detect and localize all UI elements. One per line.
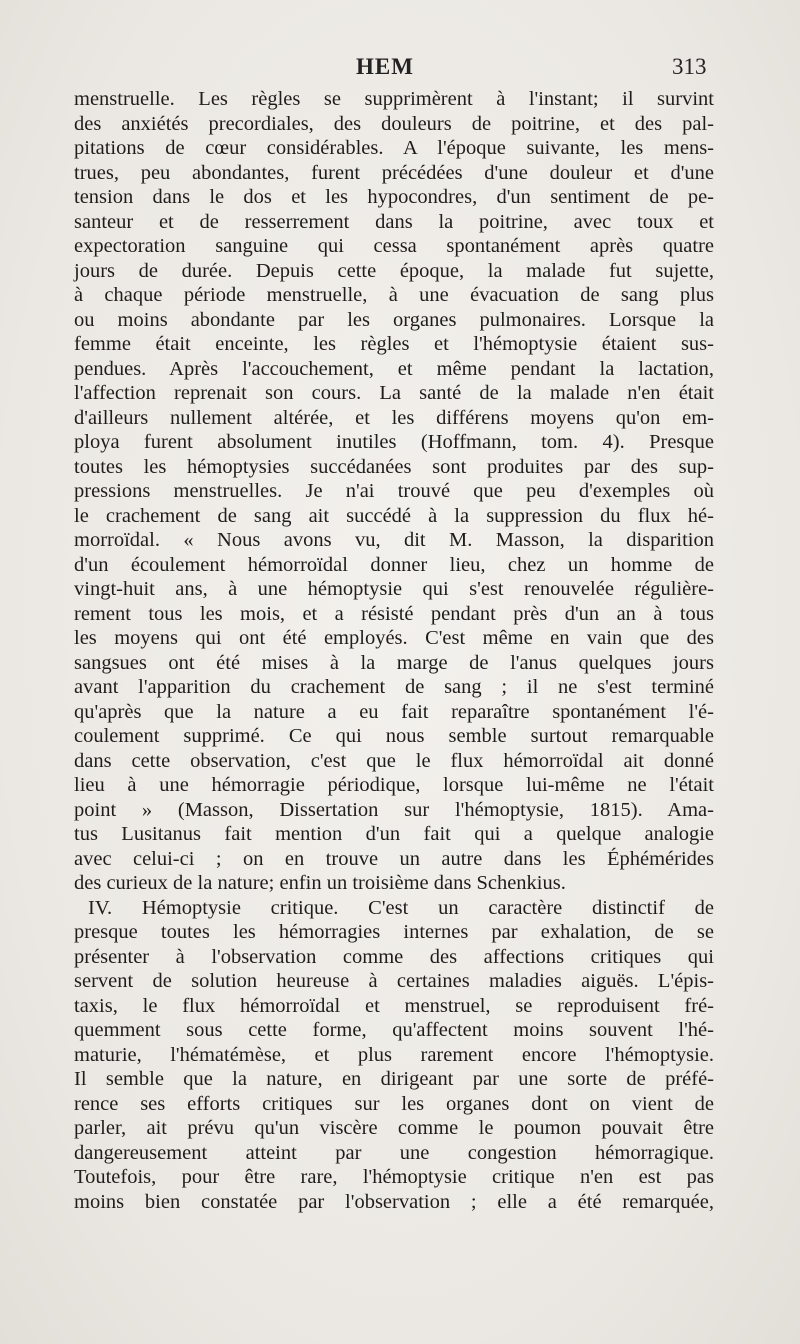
text-line: sangsues ont été mises à la marge de l'anus quelques jours — [74, 651, 714, 674]
text-line: dangereusement atteint par une congestion hémorragique. — [74, 1141, 714, 1164]
text-line: ou moins abondante par les organes pulmonaires. Lorsque la — [74, 308, 714, 331]
text-line: presque toutes les hémorragies internes par exhalation, de se — [74, 921, 714, 943]
text-line: d'ailleurs nullement altérée, et les différens moyens qu'on em- — [74, 406, 714, 429]
text-line: dans cette observation, c'est que le flux hémorroïdal ait donné — [74, 749, 714, 772]
text-line: rement tous les mois, et a résisté pendant près d'un an à tous — [74, 602, 714, 625]
text-line: avec celui-ci ; on en trouve un autre dans les Éphémérides — [74, 847, 714, 870]
running-title: HEM — [356, 54, 414, 79]
page-number: 313 — [672, 54, 707, 79]
text-line: le crachement de sang ait succédé à la suppression du flux hé- — [74, 504, 714, 527]
text-line: servent de solution heureuse à certaines maladies aiguës. L'épis- — [74, 970, 714, 992]
text-line: trues, peu abondantes, furent précédées d'une douleur et d'une — [74, 161, 714, 184]
text-line: quemment sous cette forme, qu'affectent moins souvent l'hé- — [74, 1019, 714, 1041]
section-start-line: IV. Hémoptysie critique. C'est un caractère distinctif de — [88, 896, 714, 919]
text-line: pressions menstruelles. Je n'ai trouvé que peu d'exemples où — [74, 480, 714, 502]
text-line: tension dans le dos et les hypocondres, d'un sentiment de pe- — [74, 186, 714, 208]
text-line: vingt-huit ans, à une hémoptysie qui s'est renouvelée régulière- — [74, 578, 714, 600]
text-line: ploya furent absolument inutiles (Hoffmann, tom. 4). Presque — [74, 431, 714, 453]
text-line: expectoration sanguine qui cessa spontanément après quatre — [74, 235, 714, 257]
text-line: maturie, l'hématémèse, et plus rarement encore l'hémoptysie. — [74, 1043, 714, 1066]
text-line: point » (Masson, Dissertation sur l'hémoptysie, 1815). Ama- — [74, 798, 714, 821]
text-line: taxis, le flux hémorroïdal et menstruel, se reproduisent fré- — [74, 994, 714, 1017]
text-line: femme était enceinte, les règles et l'hémoptysie étaient sus- — [74, 333, 714, 355]
text-line: rence ses efforts critiques sur les organes dont on vient de — [74, 1092, 714, 1115]
text-line: les moyens qui ont été employés. C'est même en vain que des — [74, 627, 714, 649]
text-line: tus Lusitanus fait mention d'un fait qui a quelque analogie — [74, 823, 714, 845]
text-line: jours de durée. Depuis cette époque, la malade fut sujette, — [74, 259, 714, 282]
text-line: d'un écoulement hémorroïdal donner lieu, chez un homme de — [74, 553, 714, 576]
text-line: parler, ait prévu qu'un viscère comme le poumon pouvait être — [74, 1117, 714, 1139]
text-line: à chaque période menstruelle, à une évacuation de sang plus — [74, 284, 714, 306]
text-line: des curieux de la nature; enfin un troisième dans Schenkius. — [74, 872, 566, 894]
body-text — [74, 87, 714, 1214]
text-line: pitations de cœur considérables. A l'époque suivante, les mens- — [74, 137, 714, 159]
text-line: menstruelle. Les règles se supprimèrent à l'instant; il survint — [74, 88, 714, 110]
text-line: qu'après que la nature a eu fait reparaître spontanément l'é- — [74, 700, 714, 723]
text-line: santeur et de resserrement dans la poitrine, avec toux et — [74, 210, 714, 233]
text-line: coulement supprimé. Ce qui nous semble surtout remarquable — [74, 725, 714, 747]
text-line: Toutefois, pour être rare, l'hémoptysie critique n'en est pas — [74, 1166, 714, 1188]
text-line: Il semble que la nature, en dirigeant par une sorte de préfé- — [74, 1068, 714, 1090]
text-line: des anxiétés precordiales, des douleurs de poitrine, et des pal- — [74, 112, 714, 135]
text-line: morroïdal. « Nous avons vu, dit M. Masson, la disparition — [74, 529, 714, 551]
text-line: toutes les hémoptysies succédanées sont produites par des sup- — [74, 455, 714, 478]
text-line: moins bien constatée par l'observation ; elle a été remarquée, — [74, 1190, 714, 1213]
running-head — [0, 54, 800, 84]
text-line: pendues. Après l'accouchement, et même pendant la lactation, — [74, 357, 714, 380]
text-line: présenter à l'observation comme des affections critiques qui — [74, 945, 714, 968]
text-line: lieu à une hémorragie périodique, lorsque lui-même ne l'était — [74, 774, 714, 796]
text-line: l'affection reprenait son cours. La santé de la malade n'en était — [74, 382, 714, 404]
text-line: avant l'apparition du crachement de sang ; il ne s'est terminé — [74, 676, 714, 698]
